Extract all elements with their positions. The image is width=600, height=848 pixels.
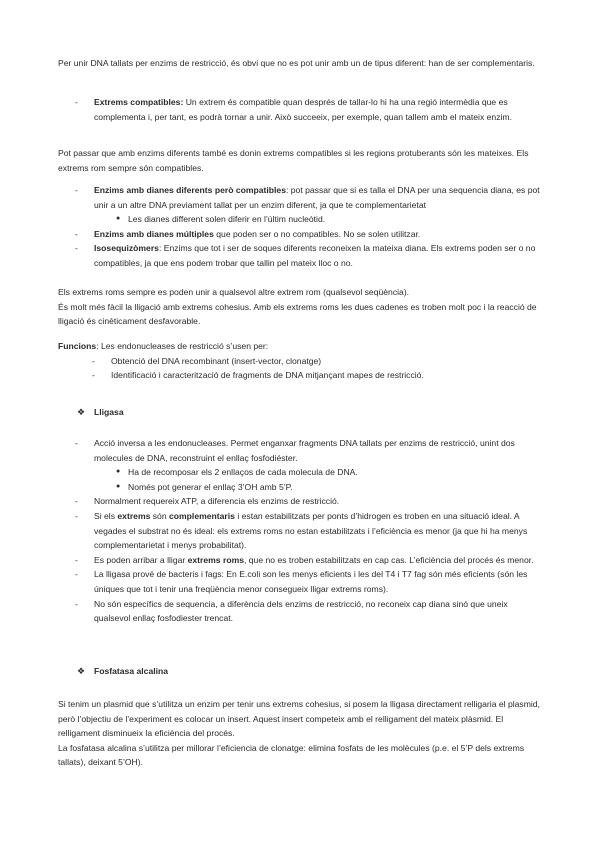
functions-label: Funcions	[58, 341, 97, 351]
compatible-ends-text	[94, 95, 546, 124]
functions-item-1: Obtenció del DNA recombinant (insert-vector, clonatge)	[111, 355, 322, 366]
list-item-term: Isosequizòmers	[94, 243, 159, 254]
list-item	[58, 368, 546, 383]
list-item	[58, 436, 546, 465]
list-item	[58, 553, 546, 568]
list-item	[58, 183, 546, 212]
dash-bullet: -	[75, 185, 78, 195]
ligase-item-2: Normalment requereix ATP, a diferencia els enzims de restricció.	[94, 496, 340, 507]
ligase-item-4-bold: extrems roms	[187, 554, 244, 565]
paragraph-2: Pot passar que amb enzims diferents també es donin extrems compatibles si les regions protuberants són les mateixes. Els extrems rom sempre són compatibles.	[58, 148, 529, 173]
dash-bullet: -	[75, 598, 78, 609]
phosphatase-paragraph-2: La fosfatasa alcalina s’utilitza per millorar l’eficiencia de clonatge: elimina fosfats de les molècules (p.e. el 5’P dels extrems tallats), deixant 5’OH).	[58, 742, 525, 768]
ligase-item-6: No són específics de sequencia, a diferència dels enzims de restricció, no reconeix cap diana sinó que uneix qualsevol enllaç fosfodiester trencat.	[94, 598, 508, 624]
dash-bullet: -	[75, 569, 78, 580]
list-item-term: Enzims amb dianes diferents però compatibles	[94, 185, 286, 195]
list-subitem	[58, 212, 546, 227]
dot-bullet: ●	[116, 215, 121, 223]
phosphatase-title: Fosfatasa alcalina	[94, 666, 169, 676]
diamond-bullet-icon: ❖	[77, 666, 86, 676]
functions-item-2: Identificació i caracterització de fragments de DNA mitjançant mapes de restricció.	[111, 370, 424, 381]
list-subitem	[58, 480, 546, 495]
ligase-title: Lligasa	[94, 407, 124, 417]
phosphatase-heading	[58, 664, 546, 679]
compatible-ends-term: Extrems compatibles:	[94, 97, 184, 107]
ligase-list	[58, 436, 546, 626]
list-item	[58, 597, 546, 626]
diamond-bullet-icon: ❖	[77, 407, 86, 417]
dash-bullet: -	[75, 228, 78, 239]
ligase-item-3-bold: complementaris	[169, 510, 235, 521]
blunt-ends-paragraph	[58, 285, 546, 329]
ligase-item-3-text: Si els	[94, 510, 118, 521]
ligase-item-3-text: són	[150, 510, 170, 521]
compatible-different-enzymes-paragraph	[58, 146, 546, 175]
list-item-body: : pot passar que si es talla el DNA per una sequencia diana, es pot unir a un altre DNA previament tallat per un enzim diferent, ja que te complementarietat	[94, 185, 540, 210]
phosphatase-paragraph-1: Si tenim un plasmid que s’utilitza un enzim per tenir uns extrems cohesius, si posem la lligasa directament relligaria el plasmid, però l’objectiu de l’experiment es colocar un insert. Aquest insert competeix amb el relligament del mateix plàsmid. El relligament disminueix la eficiència del procés.	[58, 699, 540, 739]
list-item	[58, 509, 546, 553]
dash-bullet: -	[75, 554, 78, 565]
list-item	[58, 227, 546, 242]
dash-bullet: -	[92, 370, 95, 381]
ligase-heading	[58, 405, 546, 420]
dash-bullet: -	[75, 496, 78, 507]
dot-bullet: ●	[116, 482, 121, 490]
list-subitem-text: Les dianes different solen diferir en l’últim nucleòtid.	[128, 214, 326, 225]
list-item	[58, 494, 546, 509]
ligase-subitem-1: Ha de recomposar els 2 enllaços de cada molecula de DNA.	[128, 467, 358, 478]
list-item	[58, 241, 546, 270]
dash-bullet: -	[92, 355, 95, 366]
dash-bullet: -	[75, 510, 78, 521]
ligase-item-3-bold: extrems	[117, 510, 151, 521]
dot-bullet: ●	[116, 468, 121, 476]
enzyme-types-list	[58, 183, 546, 271]
compatible-ends-body: Un extrem és compatible quan després de tallar-lo hi ha una regió intermèdia que es complementa i, per tant, es podrà tornar a unir. Això succeeix, per exemple, quan tallem amb el mateix enzim.	[94, 97, 512, 122]
phosphatase-section	[58, 697, 546, 770]
ligase-item-4-text: , que no es troben estabilitzats en cap cas. L’eficiència del procés és menor.	[244, 554, 534, 565]
paragraph-3-line-2: És molt més fàcil la lligació amb extrems cohesius. Amb els extrems roms les dues cadenes es troben molt poc i la reacció de lligació és cinèticament desfavorable.	[58, 301, 537, 327]
dash-bullet: -	[75, 243, 78, 254]
ligase-item-5: La lligasa prové de bacteris i fags: En E.coli son les menys eficients i les del T4 i T7 fag són més eficients (són les úniques que tot i tenir una freqüència menor consegueix lligar extrems roms).	[94, 569, 528, 594]
paragraph-3-line-1: Els extrems roms sempre es poden unir a qualsevol altre extrem rom (qualsevol seqüència).	[58, 287, 410, 297]
list-subitem	[58, 465, 546, 480]
list-item-term: Enzims amb dianes múltiples	[94, 228, 214, 239]
intro-text: Per unir DNA tallats per enzims de restricció, és obvi que no es pot unir amb un de tipus diferent: han de ser complementaris.	[58, 58, 535, 68]
list-item	[58, 567, 546, 596]
ligase-item-1: Acció inversa a les endonucleases. Permet enganxar fragments DNA tallats per enzims de restricció, unint dos molecules de DNA, reconstruint el enllaç fosfodiéster.	[94, 438, 515, 463]
functions-intro: : Les endonucleases de restricció s’usen per:	[96, 341, 269, 351]
dash-bullet: -	[75, 438, 78, 448]
ligase-item-3-text: i estan estabilitzats per ponts d’hidrogen es troben en una situació ideal. A vegades el substrat no és ideal: els extrems roms no estan estabilitzats i l’eficiència es menor (ja que hi ha menys complementarietat i menys probabilitat).	[94, 510, 528, 551]
list-item-body: : Enzims que tot i ser de soques diferents reconeixen la mateixa diana. Els extrems poden ser o no compatibles, ja que ens podem trobar que tallin pel mateix lloc o no.	[94, 243, 536, 268]
intro-paragraph	[58, 56, 546, 71]
list-item-body: que poden ser o no compatibles. No se solen utilitzar.	[213, 228, 421, 239]
ligase-item-4-text: Es poden arribar a lligar	[94, 554, 188, 565]
dash-bullet: -	[75, 97, 78, 107]
functions-section	[58, 339, 546, 383]
compatible-ends-item	[58, 95, 546, 124]
ligase-subitem-2: Només pot generar el enllaç 3’OH amb 5’P.	[128, 481, 293, 492]
list-item	[58, 354, 546, 369]
